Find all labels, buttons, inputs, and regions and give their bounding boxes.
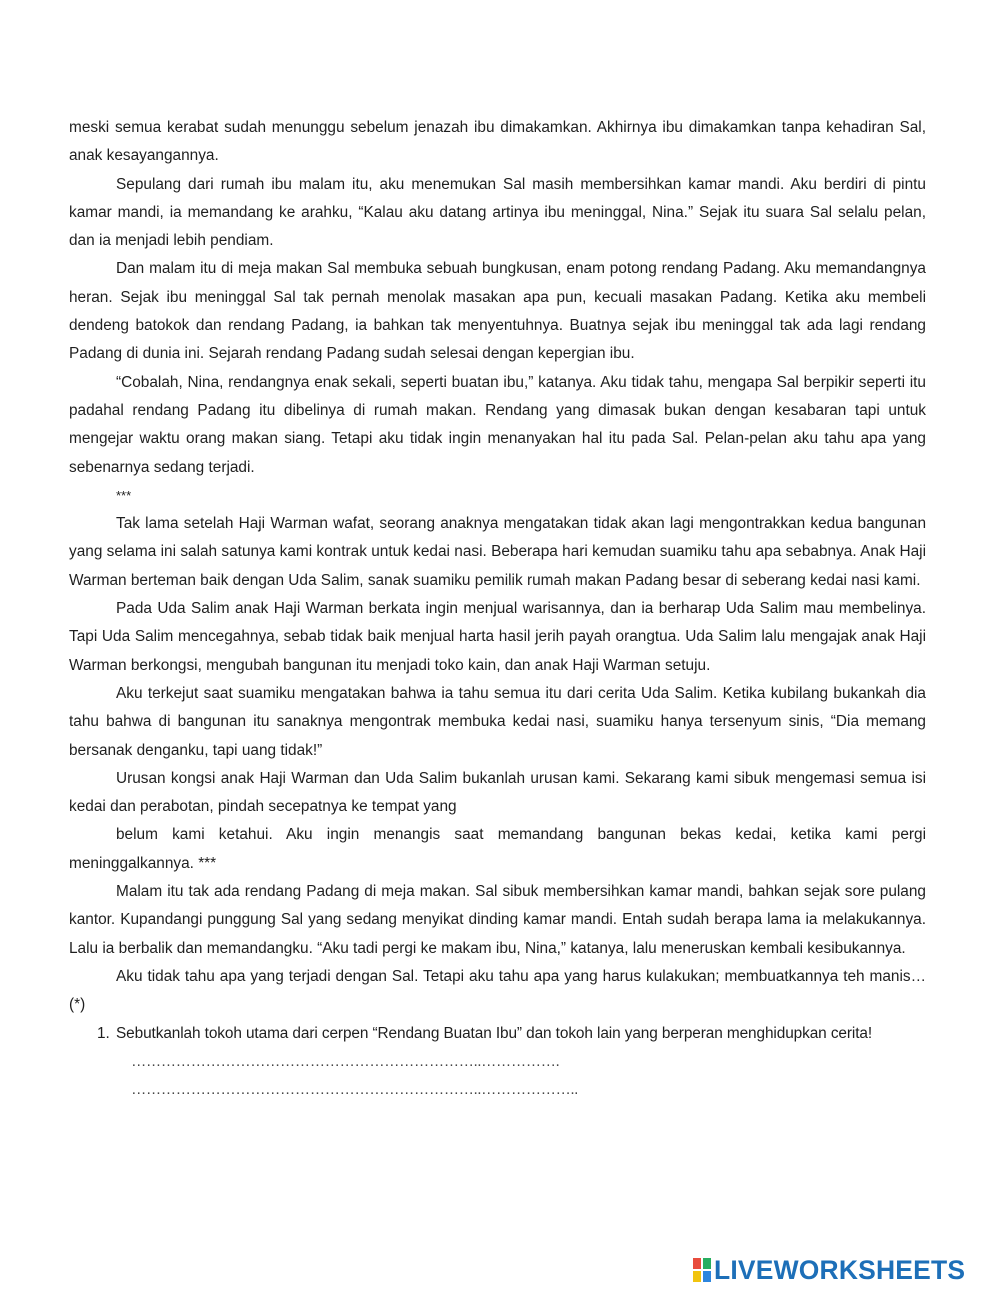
paragraph: meski semua kerabat sudah menunggu sebelum jenazah ibu dimakamkan. Akhirnya ibu dimakamkan tanpa kehadiran Sal, anak kesayangannya. <box>69 119 926 165</box>
question-1 <box>69 1020 926 1048</box>
liveworksheets-logo[interactable] <box>692 1255 970 1285</box>
answer-line-dots: ……………………………………………………………..……………. <box>131 1052 560 1070</box>
section-separator: *** <box>116 487 132 503</box>
question-text: Sebutkanlah tokoh utama dari cerpen “Rendang Buatan Ibu” dan tokoh lain yang berperan menghidupkan cerita! <box>116 1024 873 1042</box>
brand-name: LIVEWORKSHEETS <box>714 1255 966 1285</box>
paragraph: Pada Uda Salim anak Haji Warman berkata ingin menjual warisannya, dan ia berharap Uda Salim mau membelinya. Tapi Uda Salim mencegahnya, sebab tidak baik menjual harta hasil jerih payah orangtua. Uda Salim lalu mengajak anak Haji Warman berkongsi, mengubah bangunan itu menjadi toko kain, dan anak Haji Warman setuju. <box>69 600 926 674</box>
paragraph: Aku terkejut saat suamiku mengatakan bahwa ia tahu semua itu dari cerita Uda Salim. Ketika kubilang bukankah dia tahu bahwa di bangunan itu sanaknya mengontrak membuka kedai nasi, suamiku hanya tersenyum sinis, “Dia memang bersanak denganku, tapi uang tidak!” <box>69 684 926 759</box>
liveworksheets-icon <box>692 1257 712 1283</box>
logo-square-blue <box>702 1270 712 1283</box>
answer-line-1[interactable] <box>69 1048 620 1076</box>
worksheet-page <box>69 114 926 1104</box>
answer-line-2[interactable] <box>69 1076 620 1104</box>
paragraph: “Cobalah, Nina, rendangnya enak sekali, seperti buatan ibu,” katanya. Aku tidak tahu, mengapa Sal berpikir seperti itu padahal rendang Padang itu dibelinya di rumah makan. Rendang yang dimasak bukan dengan kesabaran tapi untuk mengejar waktu orang makan siang. Tetapi aku tidak ingin menanyakan hal itu pada Sal. Pelan-pelan aku tahu apa yang sebenarnya sedang terjadi. <box>69 373 926 476</box>
paragraph: Tak lama setelah Haji Warman wafat, seorang anaknya mengatakan tidak akan lagi mengontrakkan kedua bangunan yang selama ini salah satunya kami kontrak untuk kedai nasi. Beberapa hari kemudan suamiku tahu apa sebabnya. Anak Haji Warman berteman baik dengan Uda Salim, sanak suamiku pemilik rumah makan Padang besar di seberang kedai nasi kami. <box>69 515 926 589</box>
question-number: 1. <box>97 1024 110 1042</box>
paragraph: Dan malam itu di meja makan Sal membuka sebuah bungkusan, enam potong rendang Padang. Aku memandangnya heran. Sejak ibu meninggal Sal tak pernah menolak masakan apa pun, kecuali masakan Padang. Ketika aku membeli dendeng batokok dan rendang Padang, ia bahkan tak menyentuhnya. Buatnya sejak ibu meninggal tak ada lagi rendang Padang di dunia ini. Sejarah rendang Padang sudah selesai dengan kepergian ibu. <box>69 260 926 363</box>
paragraph: belum kami ketahui. Aku ingin menangis saat memandang bangunan bekas kedai, ketika kami pergi meninggalkannya. *** <box>69 826 926 872</box>
logo-square-green <box>702 1257 712 1270</box>
paragraph: Aku tidak tahu apa yang terjadi dengan Sal. Tetapi aku tahu apa yang harus kulakukan; membuatkannya teh manis… (*) <box>69 967 926 1014</box>
paragraph: Malam itu tak ada rendang Padang di meja makan. Sal sibuk membersihkan kamar mandi, bahkan sejak sore pulang kantor. Kupandangi punggung Sal yang sedang menyikat dinding kamar mandi. Entah sudah berapa lama ia melakukannya. Lalu ia berbalik dan memandangku. “Aku tadi pergi ke makam ibu, Nina,” katanya, lalu meneruskan kembali kesibukannya. <box>69 883 926 957</box>
paragraph: Urusan kongsi anak Haji Warman dan Uda Salim bukanlah urusan kami. Sekarang kami sibuk mengemasi semua isi kedai dan perabotan, pindah secepatnya ke tempat yang <box>69 769 926 816</box>
paragraph: Sepulang dari rumah ibu malam itu, aku menemukan Sal masih membersihkan kamar mandi. Aku berdiri di pintu kamar mandi, ia memandang ke arahku, “Kalau aku datang artinya ibu meninggal, Nina.” Sejak itu suara Sal selalu pelan, dan ia menjadi lebih pendiam. <box>69 175 926 250</box>
answer-line-dots: ……………………………………………………………..……………….. <box>131 1081 578 1099</box>
logo-square-yellow <box>692 1270 702 1283</box>
logo-square-red <box>692 1257 702 1270</box>
